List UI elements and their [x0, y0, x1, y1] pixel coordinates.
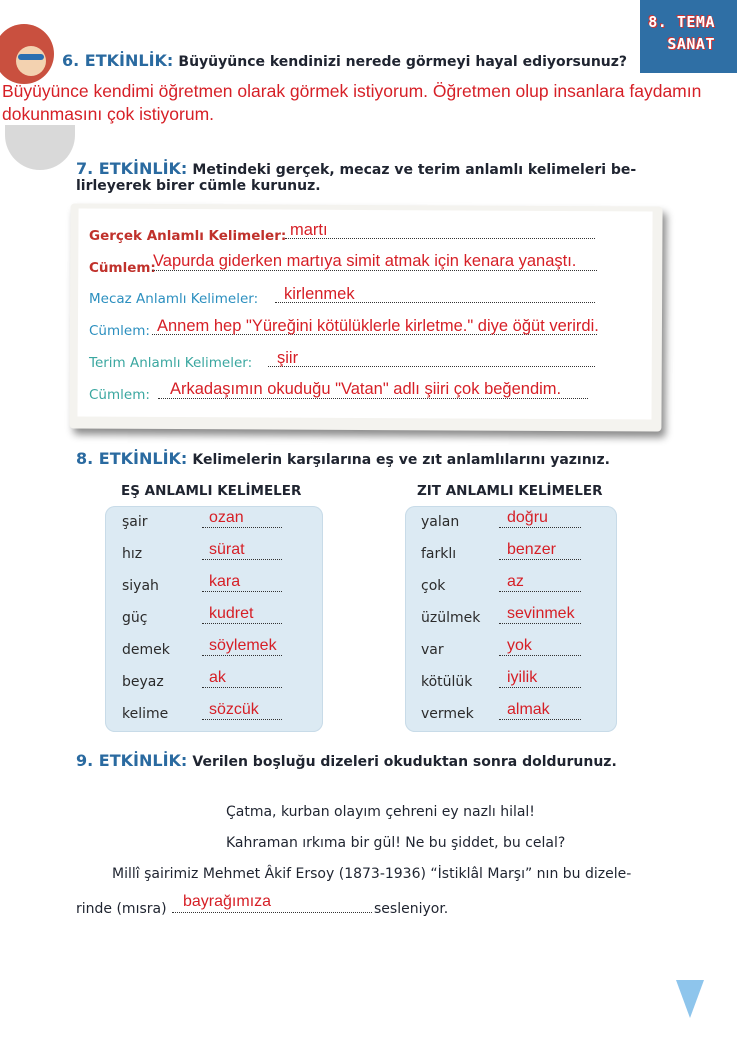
antonyms-header: ZIT ANLAMLI KELİMELER: [417, 483, 603, 499]
antonyms-word: üzülmek: [421, 610, 481, 626]
theme-badge: [640, 0, 737, 73]
synonyms-word: kelime: [122, 706, 169, 722]
antonyms-answer: az: [507, 573, 524, 590]
antonyms-answer: iyilik: [507, 669, 538, 686]
ek9-prompt: Verilen boşluğu dizeleri okuduktan sonra doldurunuz.: [192, 754, 617, 770]
synonyms-answer: söylemek: [209, 637, 277, 654]
character-avatar-partial: [5, 125, 75, 170]
antonyms-word: farklı: [421, 546, 457, 562]
ek6-heading: [62, 51, 627, 70]
character-avatar: [0, 24, 54, 84]
ek7-label-sentence2: Cümlem:: [89, 323, 150, 339]
ek6-prompt: Büyüyünce kendinizi nerede görmeyi hayal ediyorsunuz?: [178, 54, 628, 70]
ek7-answer-figurative: kirlenmek: [284, 285, 355, 303]
verse-line1: Çatma, kurban olayım çehreni ey nazlı hilal!: [226, 804, 535, 820]
antonyms-answer: benzer: [507, 541, 556, 558]
ek9-text-before: rinde (mısra): [76, 901, 167, 917]
antonyms-word: kötülük: [421, 674, 473, 690]
antonyms-word: vermek: [421, 706, 474, 722]
theme-name: SANAT: [667, 35, 715, 53]
ek7-label-term: Terim Anlamlı Kelimeler:: [89, 355, 253, 371]
ek6-title: 6. ETKİNLİK:: [62, 51, 174, 70]
ek8-heading: [76, 449, 610, 468]
synonyms-answer: kara: [209, 573, 241, 590]
synonyms-answer: ak: [209, 669, 226, 686]
antonyms-word: yalan: [421, 514, 460, 530]
verse-line2: Kahraman ırkıma bir gül! Ne bu şiddet, bu celal?: [226, 835, 566, 851]
ek7-answer-sentence2: Annem hep "Yüreğini kötülüklerle kirletme." diye öğüt verirdi.: [157, 317, 599, 335]
ek7-heading-line1: [76, 159, 636, 178]
ek9-title: 9. ETKİNLİK:: [76, 751, 188, 770]
ek7-prompt-line2: lirleyerek birer cümle kurunuz.: [76, 178, 321, 194]
ek7-label-figurative: Mecaz Anlamlı Kelimeler:: [89, 291, 259, 307]
ek8-title: 8. ETKİNLİK:: [76, 449, 188, 468]
ek7-label-real: Gerçek Anlamlı Kelimeler:: [89, 228, 287, 244]
theme-number: 8. TEMA: [648, 13, 715, 31]
antonyms-answer: sevinmek: [507, 605, 575, 622]
synonyms-answer: ozan: [209, 509, 244, 526]
ek6-answer-line2: dokunmasını çok istiyorum.: [2, 104, 215, 124]
antonyms-answer: yok: [507, 637, 532, 654]
antonyms-answer: doğru: [507, 509, 548, 526]
antonyms-answer: almak: [507, 701, 550, 718]
ek7-answer-term: şiir: [277, 349, 299, 367]
synonyms-word: demek: [122, 642, 170, 658]
synonyms-answer: sözcük: [209, 701, 259, 718]
ek6-answer-line1: Büyüyünce kendimi öğretmen olarak görmek istiyorum. Öğretmen olup insanlara faydamın: [2, 81, 702, 101]
ek7-label-sentence3: Cümlem:: [89, 387, 150, 403]
ek7-answer-sentence3: Arkadaşımın okuduğu "Vatan" adlı şiiri çok beğendim.: [170, 380, 562, 398]
ek9-heading: [76, 751, 617, 770]
synonyms-word: siyah: [122, 578, 159, 594]
ek7-label-sentence1: Cümlem:: [89, 260, 156, 276]
antonyms-word: var: [421, 642, 444, 658]
antonyms-word: çok: [421, 578, 446, 594]
ek7-answer-sentence1: Vapurda giderken martıya simit atmak için kenara yanaştı.: [153, 252, 577, 270]
ek7-prompt-line1: Metindeki gerçek, mecaz ve terim anlamlı kelimeleri be-: [192, 162, 637, 178]
ek8-prompt: Kelimelerin karşılarına eş ve zıt anlamlılarını yazınız.: [192, 452, 610, 468]
ek7-title: 7. ETKİNLİK:: [76, 159, 188, 178]
synonyms-word: şair: [122, 514, 148, 530]
ek9-text-after: sesleniyor.: [374, 901, 449, 917]
ek9-answer: bayrağımıza: [183, 893, 272, 910]
synonyms-answer: kudret: [209, 605, 254, 622]
synonyms-answer: sürat: [209, 541, 245, 558]
ek7-answer-real: martı: [290, 221, 328, 239]
synonyms-word: beyaz: [122, 674, 164, 690]
synonyms-word: hız: [122, 546, 143, 562]
synonyms-word: güç: [122, 610, 148, 626]
page-corner-decoration: [676, 980, 704, 1018]
synonyms-header: EŞ ANLAMLI KELİMELER: [121, 483, 302, 499]
ek9-text-line1: Millî şairimiz Mehmet Âkif Ersoy (1873-1936) “İstiklâl Marşı” nın bu dizele-: [112, 866, 632, 882]
